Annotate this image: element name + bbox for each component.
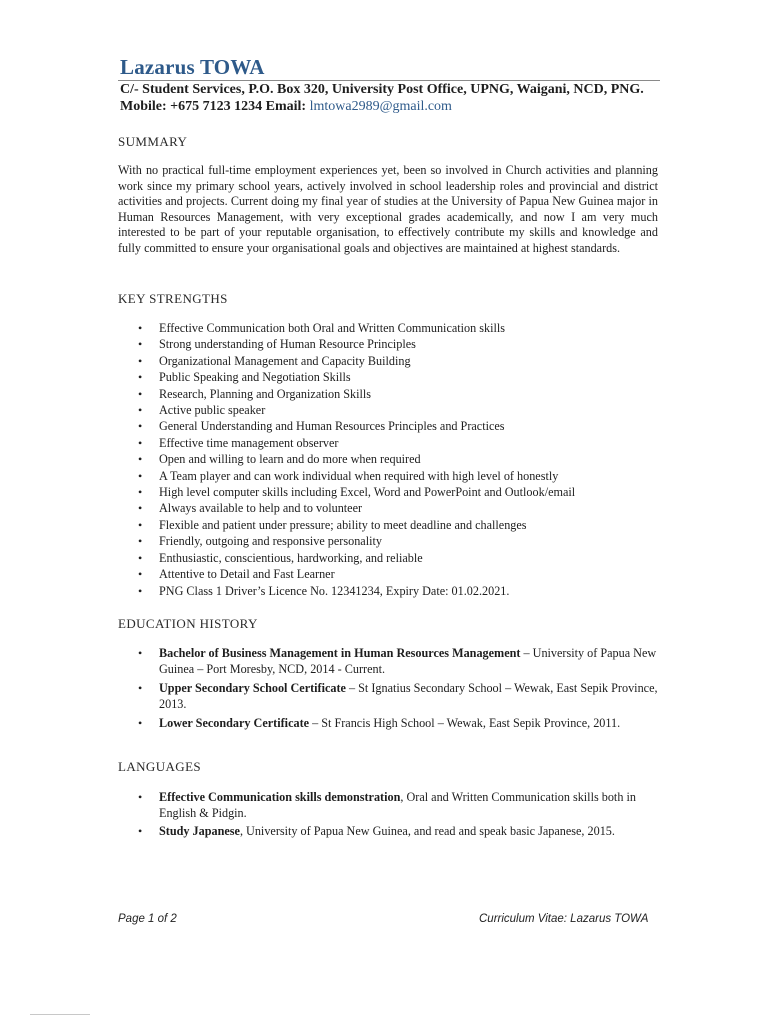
key-strength-item: • A Team player and can work individual when required with high level of honestly [138,468,663,484]
education-item [138,715,663,731]
education-item-title: Upper Secondary School Certificate [159,681,346,695]
page-number: Page 1 of 2 [118,913,177,925]
contact-line [120,99,644,116]
language-item [138,823,663,839]
key-strength-item: • PNG Class 1 Driver’s Licence No. 12341234, Expiry Date: 01.02.2021. [138,583,663,599]
key-strengths-heading: KEY STRENGTHS [118,291,228,306]
key-strength-item: • Friendly, outgoing and responsive personality [138,533,663,549]
key-strength-item: • Effective Communication both Oral and Written Communication skills [138,320,663,336]
language-item-title: Study Japanese [159,824,240,838]
education-list [138,645,663,734]
education-item-title: Bachelor of Business Management in Human Resources Management [159,646,521,660]
key-strength-item: • High level computer skills including Excel, Word and PowerPoint and Outlook/email [138,484,663,500]
key-strength-item: • Open and willing to learn and do more when required [138,451,663,467]
education-item [138,680,663,712]
key-strength-item: • Strong understanding of Human Resource Principles [138,336,663,352]
key-strength-item: • Attentive to Detail and Fast Learner [138,566,663,582]
education-item-detail: – St Ignatius Secondary School – Wewak, East Sepik Province, 2013. [159,681,658,711]
postal-address: C/- Student Services, P.O. Box 320, University Post Office, UPNG, Waigani, NCD, PNG. [120,82,644,97]
key-strength-item: • Organizational Management and Capacity Building [138,353,663,369]
education-item [138,645,663,677]
key-strength-item: • Active public speaker [138,402,663,418]
language-item-detail: , University of Papua New Guinea, and read and speak basic Japanese, 2015. [239,824,615,838]
summary-heading: SUMMARY [118,134,188,149]
key-strength-item: • Always available to help and to volunteer [138,500,663,516]
language-item-title: Effective Communication skills demonstration [159,790,401,804]
key-strength-item: • General Understanding and Human Resources Principles and Practices [138,418,663,434]
education-item-detail: – University of Papua New Guinea – Port Moresby, NCD, 2014 - Current. [159,646,657,676]
language-item-detail: , Oral and Written Communication skills both in English & Pidgin. [159,790,636,820]
language-item [138,789,663,821]
education-item-detail: – St Francis High School – Wewak, East Sepik Province, 2011. [309,716,621,730]
footer-doc-title: Curriculum Vitae: Lazarus TOWA [479,913,649,925]
key-strength-item: • Effective time management observer [138,435,663,451]
scan-edge-mark [30,1014,90,1015]
languages-heading: LANGUAGES [118,759,202,774]
key-strength-item: • Flexible and patient under pressure; ability to meet deadline and challenges [138,517,663,533]
summary-paragraph: With no practical full-time employment experiences yet, been so involved in Church activities and planning work since my primary school years, actively involved in school leadership roles and provincial and district activities and projects. Current doing my final year of studies at the University of Papua New Guinea major in Human Resources Management, with very exceptional grades academically, and now I am very much interested to be part of your reputable organisation, to effectively contribute my skills and knowledge and fully committed to ensure your organisational goals and objectives are maintained at highest standards. [118,163,658,255]
candidate-name: Lazarus TOWA [120,55,265,79]
education-heading: EDUCATION HISTORY [118,616,258,631]
education-item-title: Lower Secondary Certificate [159,716,310,730]
header-divider [118,80,660,81]
languages-list [138,789,663,841]
key-strengths-list [138,320,663,599]
key-strength-item: • Research, Planning and Organization Skills [138,386,663,402]
mobile-and-email-label: Mobile: +675 7123 1234 Email: [120,98,307,114]
contact-block [120,82,644,115]
email-address[interactable]: lmtowa2989@gmail.com [309,98,452,114]
key-strength-item: • Enthusiastic, conscientious, hardworking, and reliable [138,550,663,566]
key-strength-item: • Public Speaking and Negotiation Skills [138,369,663,385]
